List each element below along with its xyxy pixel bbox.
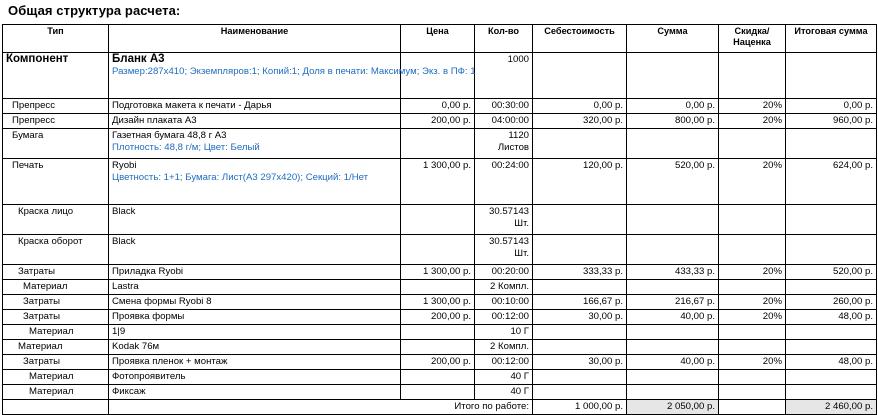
row-total: 960,00 р.	[786, 114, 877, 129]
row-name: 1|9	[109, 325, 401, 340]
row-qty-unit: Шт.	[514, 247, 529, 259]
row-cost: 30,00 р.	[533, 355, 627, 370]
row-sum	[627, 205, 719, 235]
header-sum: Сумма	[627, 25, 719, 53]
row-discount	[719, 235, 786, 265]
row-discount: 20%	[719, 295, 786, 310]
row-name: Lastra	[109, 280, 401, 295]
row-price	[401, 385, 475, 400]
row-name: Подготовка макета к печати - Дарья	[109, 99, 401, 114]
row-price: 1 300,00 р.	[401, 265, 475, 280]
row-cost	[533, 129, 627, 159]
row-discount: 20%	[719, 159, 786, 205]
row-total	[786, 370, 877, 385]
row-type: Печать	[3, 159, 109, 205]
row-name-cell	[109, 159, 401, 205]
row-type: Затраты	[3, 265, 109, 280]
row-price: 200,00 р.	[401, 310, 475, 325]
table-row	[3, 265, 877, 280]
row-price: 1 300,00 р.	[401, 159, 475, 205]
row-discount: 20%	[719, 265, 786, 280]
row-name: Ryobi	[112, 160, 137, 171]
row-sum: 800,00 р.	[627, 114, 719, 129]
row-discount: 20%	[719, 355, 786, 370]
row-cost: 30,00 р.	[533, 310, 627, 325]
row-type: Материал	[3, 370, 109, 385]
row-type: Материал	[3, 385, 109, 400]
table-row	[3, 159, 877, 205]
row-name: Фиксаж	[109, 385, 401, 400]
row-sum	[627, 280, 719, 295]
row-name: Фотопроявитель	[109, 370, 401, 385]
row-discount	[719, 385, 786, 400]
header-name: Наименование	[109, 25, 401, 53]
row-type: Материал	[3, 280, 109, 295]
table-header-row	[3, 25, 877, 53]
row-cost: 0,00 р.	[533, 99, 627, 114]
component-row	[3, 53, 877, 99]
row-qty-cell	[475, 129, 533, 159]
row-qty: 00:20:00	[475, 265, 533, 280]
row-price: 0,00 р.	[401, 99, 475, 114]
row-qty: 30.57143	[488, 236, 529, 247]
row-name: Приладка Ryobi	[109, 265, 401, 280]
row-details: Цветность: 1+1; Бумага: Лист(А3 297х420); Секций: 1/Нет	[112, 171, 369, 183]
row-name: Смена формы Ryobi 8	[109, 295, 401, 310]
row-price	[401, 370, 475, 385]
row-type: Препресс	[3, 114, 109, 129]
table-row	[3, 385, 877, 400]
row-discount	[719, 325, 786, 340]
row-price	[401, 340, 475, 355]
header-discount: Скидка/ Наценка	[719, 25, 786, 53]
row-cost: 333,33 р.	[533, 265, 627, 280]
row-total: 48,00 р.	[786, 355, 877, 370]
row-qty: 00:24:00	[475, 159, 533, 205]
component-name-cell	[109, 53, 476, 99]
row-sum: 520,00 р.	[627, 159, 719, 205]
row-total: 520,00 р.	[786, 265, 877, 280]
row-qty: 1120	[508, 130, 529, 141]
row-type: Краска лицо	[3, 205, 109, 235]
row-qty-cell	[475, 205, 533, 235]
row-discount: 20%	[719, 114, 786, 129]
row-name: Black	[109, 205, 401, 235]
page-title: Общая структура расчета:	[8, 3, 181, 18]
row-cost	[533, 370, 627, 385]
row-total	[786, 340, 877, 355]
table-row	[3, 129, 877, 159]
row-qty: 00:12:00	[475, 310, 533, 325]
row-cost: 320,00 р.	[533, 114, 627, 129]
header-total: Итоговая сумма	[786, 25, 877, 53]
table-row	[3, 355, 877, 370]
row-qty: 00:10:00	[475, 295, 533, 310]
row-name-cell	[109, 129, 401, 159]
row-sum	[627, 235, 719, 265]
row-sum: 40,00 р.	[627, 310, 719, 325]
totals-label: Итого по работе:	[109, 400, 533, 415]
row-qty: 00:30:00	[475, 99, 533, 114]
row-name: Kodak 76м	[109, 340, 401, 355]
row-sum	[627, 129, 719, 159]
row-name: Проявка пленок + монтаж	[109, 355, 401, 370]
row-type: Краска оборот	[3, 235, 109, 265]
header-price: Цена	[401, 25, 475, 53]
table-row	[3, 280, 877, 295]
totals-cost: 1 000,00 р.	[533, 400, 627, 415]
row-total	[786, 280, 877, 295]
row-discount	[719, 370, 786, 385]
table-row	[3, 310, 877, 325]
row-discount	[719, 340, 786, 355]
row-type: Затраты	[3, 310, 109, 325]
row-type: Затраты	[3, 295, 109, 310]
table-row	[3, 99, 877, 114]
row-price	[401, 235, 475, 265]
row-qty: 04:00:00	[475, 114, 533, 129]
row-discount	[719, 129, 786, 159]
totals-row	[3, 400, 877, 415]
row-price	[401, 129, 475, 159]
row-name: Дизайн плаката А3	[109, 114, 401, 129]
component-qty: 1000	[475, 53, 533, 99]
row-price: 200,00 р.	[401, 355, 475, 370]
table-row	[3, 235, 877, 265]
row-qty-cell	[475, 235, 533, 265]
row-total	[786, 205, 877, 235]
row-name: Газетная бумага 48,8 г А3	[112, 130, 227, 141]
row-total	[786, 385, 877, 400]
row-type: Препресс	[3, 99, 109, 114]
row-total: 0,00 р.	[786, 99, 877, 114]
row-qty: 30.57143	[488, 206, 529, 217]
row-total: 48,00 р.	[786, 310, 877, 325]
component-details: Размер:287х410; Экземпляров:1; Копий:1; Доля в печати: Максимум; Экз. в ПФ: 1	[112, 65, 476, 77]
row-price	[401, 280, 475, 295]
row-cost: 120,00 р.	[533, 159, 627, 205]
table-row	[3, 340, 877, 355]
header-cost: Себестоимость	[533, 25, 627, 53]
table-row	[3, 325, 877, 340]
row-price	[401, 205, 475, 235]
row-type: Затраты	[3, 355, 109, 370]
row-discount: 20%	[719, 310, 786, 325]
row-cost	[533, 325, 627, 340]
row-qty-unit: Шт.	[514, 217, 529, 229]
component-type: Компонент	[3, 53, 109, 99]
row-discount: 20%	[719, 99, 786, 114]
header-qty: Кол-во	[475, 25, 533, 53]
totals-total: 2 460,00 р.	[786, 400, 877, 415]
row-discount	[719, 205, 786, 235]
table-row	[3, 370, 877, 385]
totals-sum: 2 050,00 р.	[627, 400, 719, 415]
row-sum	[627, 340, 719, 355]
row-qty: 10 Г	[475, 325, 533, 340]
row-name: Проявка формы	[109, 310, 401, 325]
row-cost	[533, 205, 627, 235]
row-type: Материал	[3, 325, 109, 340]
row-cost: 166,67 р.	[533, 295, 627, 310]
calculation-table	[2, 24, 877, 415]
row-details: Плотность: 48,8 г/м; Цвет: Белый	[112, 141, 260, 153]
row-cost	[533, 385, 627, 400]
row-sum: 433,33 р.	[627, 265, 719, 280]
row-qty: 2 Компл.	[475, 340, 533, 355]
row-total	[786, 325, 877, 340]
row-name: Black	[109, 235, 401, 265]
row-sum	[627, 385, 719, 400]
row-sum	[627, 370, 719, 385]
header-type: Тип	[3, 25, 109, 53]
row-total: 624,00 р.	[786, 159, 877, 205]
row-type: Материал	[3, 340, 109, 355]
row-cost	[533, 235, 627, 265]
row-sum: 40,00 р.	[627, 355, 719, 370]
table-row	[3, 114, 877, 129]
row-total	[786, 129, 877, 159]
row-sum: 0,00 р.	[627, 99, 719, 114]
row-sum	[627, 325, 719, 340]
row-price: 200,00 р.	[401, 114, 475, 129]
row-sum: 216,67 р.	[627, 295, 719, 310]
row-total	[786, 235, 877, 265]
row-cost	[533, 340, 627, 355]
row-qty: 2 Компл.	[475, 280, 533, 295]
row-qty: 00:12:00	[475, 355, 533, 370]
row-type: Бумага	[3, 129, 109, 159]
row-total: 260,00 р.	[786, 295, 877, 310]
row-cost	[533, 280, 627, 295]
row-qty: 40 Г	[475, 385, 533, 400]
row-discount	[719, 280, 786, 295]
row-price	[401, 325, 475, 340]
row-qty: 40 Г	[475, 370, 533, 385]
component-name: Бланк А3	[112, 53, 165, 65]
row-price: 1 300,00 р.	[401, 295, 475, 310]
table-row	[3, 205, 877, 235]
row-qty-unit: Листов	[497, 141, 529, 153]
table-row	[3, 295, 877, 310]
